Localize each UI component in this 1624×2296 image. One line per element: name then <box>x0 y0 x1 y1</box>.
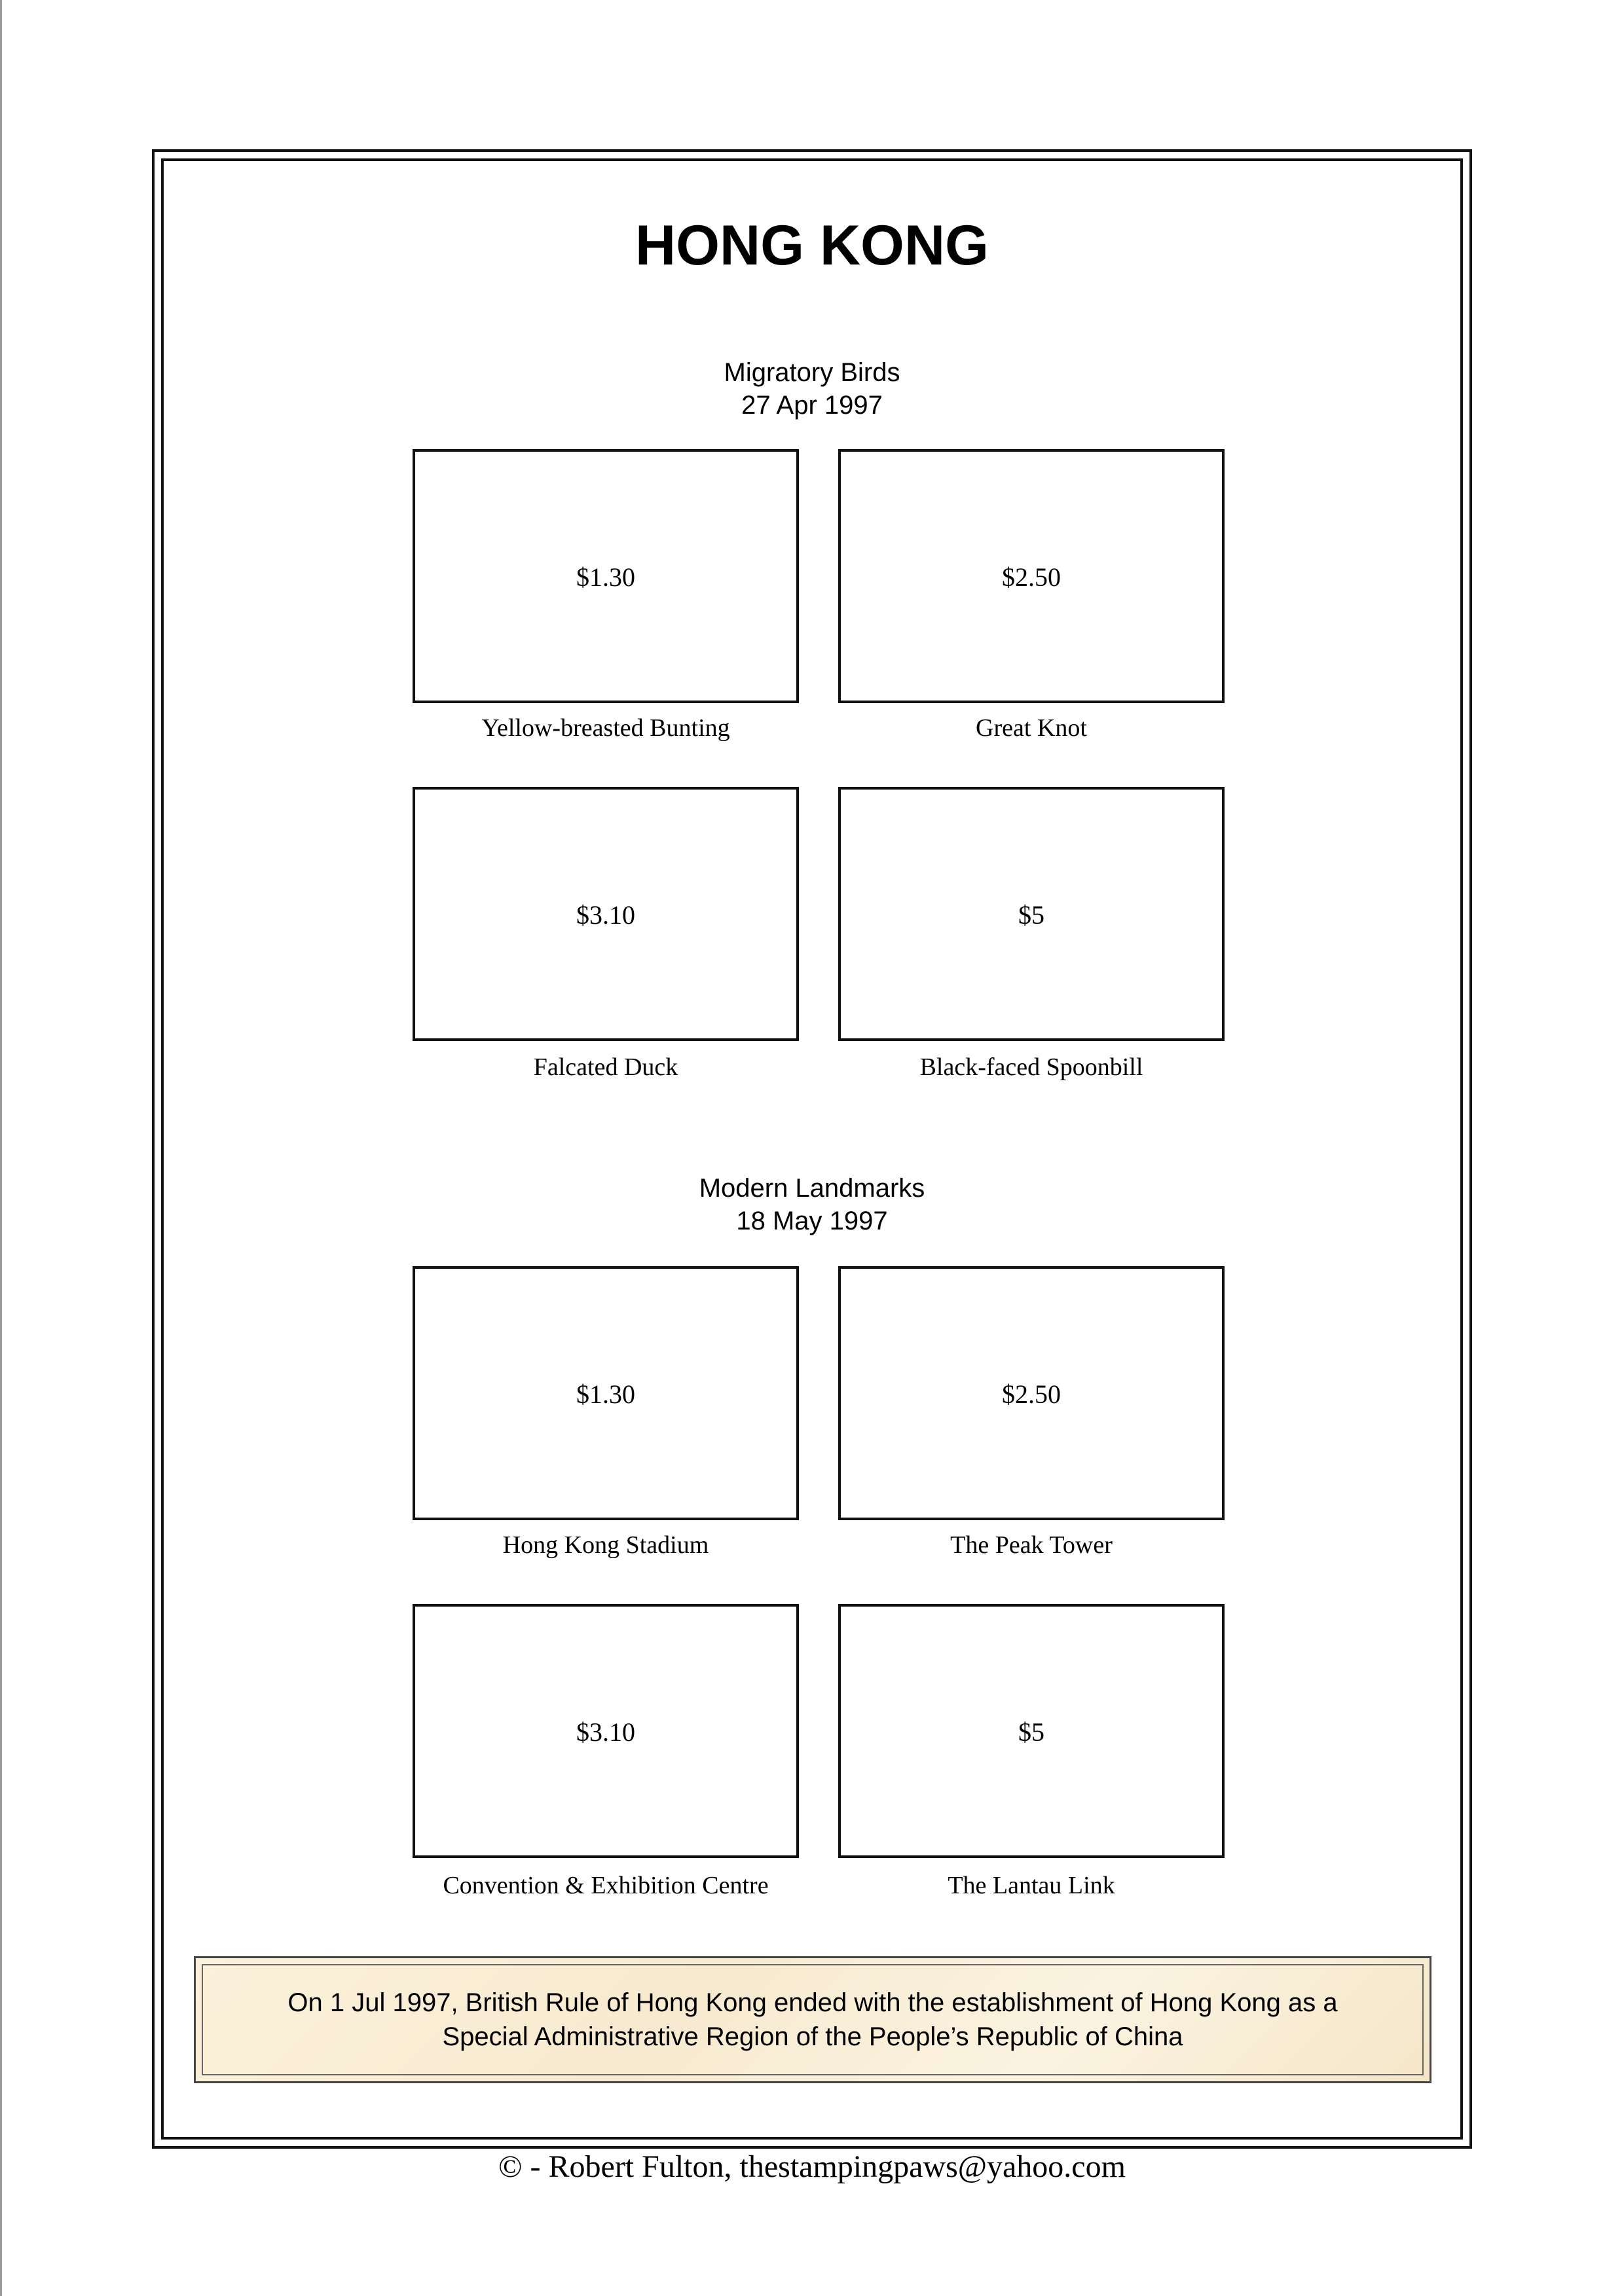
stamp-space-1-4 <box>838 787 1225 1041</box>
stamp-space-2-2 <box>838 1266 1225 1520</box>
stamp-value: $1.30 <box>576 562 635 592</box>
stamp-value: $2.50 <box>1002 1379 1061 1409</box>
stamp-space-2-3 <box>413 1604 799 1858</box>
stamp-caption: Yellow-breasted Bunting <box>481 714 730 742</box>
stamp-caption: The Peak Tower <box>950 1531 1113 1559</box>
stamp-caption: The Lantau Link <box>948 1872 1115 1899</box>
stamp-caption: Convention & Exhibition Centre <box>443 1872 769 1899</box>
section-title-modern-landmarks: Modern Landmarks <box>699 1174 925 1203</box>
stamp-space-2-4 <box>838 1604 1225 1858</box>
page-title: HONG KONG <box>635 214 989 277</box>
historical-note-text <box>222 1986 1403 2054</box>
note-line-1: On 1 Jul 1997, British Rule of Hong Kong ended with the establishment of Hong Kong as a <box>287 1988 1338 2017</box>
note-line-2: Special Administrative Region of the People’s Republic of China <box>442 2022 1183 2051</box>
stamp-space-1-1 <box>413 449 799 703</box>
page-frame-inner <box>161 158 1463 2140</box>
page-edge <box>0 0 2 2296</box>
section-date-migratory-birds: 27 Apr 1997 <box>741 391 883 420</box>
stamp-value: $2.50 <box>1002 562 1061 592</box>
stamp-value: $3.10 <box>576 1717 635 1747</box>
section-date-modern-landmarks: 18 May 1997 <box>736 1207 888 1235</box>
stamp-value: $5 <box>1018 1717 1044 1747</box>
copyright-footer: © - Robert Fulton, thestampingpaws@yahoo.com <box>498 2149 1126 2184</box>
stamp-caption: Falcated Duck <box>533 1053 678 1081</box>
stamp-caption: Black-faced Spoonbill <box>919 1053 1143 1081</box>
stamp-caption: Hong Kong Stadium <box>502 1531 709 1559</box>
stamp-space-2-1 <box>413 1266 799 1520</box>
stamp-space-1-3 <box>413 787 799 1041</box>
stamp-space-1-2 <box>838 449 1225 703</box>
stamp-caption: Great Knot <box>976 714 1087 742</box>
stamp-value: $1.30 <box>576 1379 635 1409</box>
historical-note-box <box>194 1956 1431 2083</box>
stamp-value: $5 <box>1018 900 1044 930</box>
section-title-migratory-birds: Migratory Birds <box>724 358 900 387</box>
stamp-value: $3.10 <box>576 900 635 930</box>
